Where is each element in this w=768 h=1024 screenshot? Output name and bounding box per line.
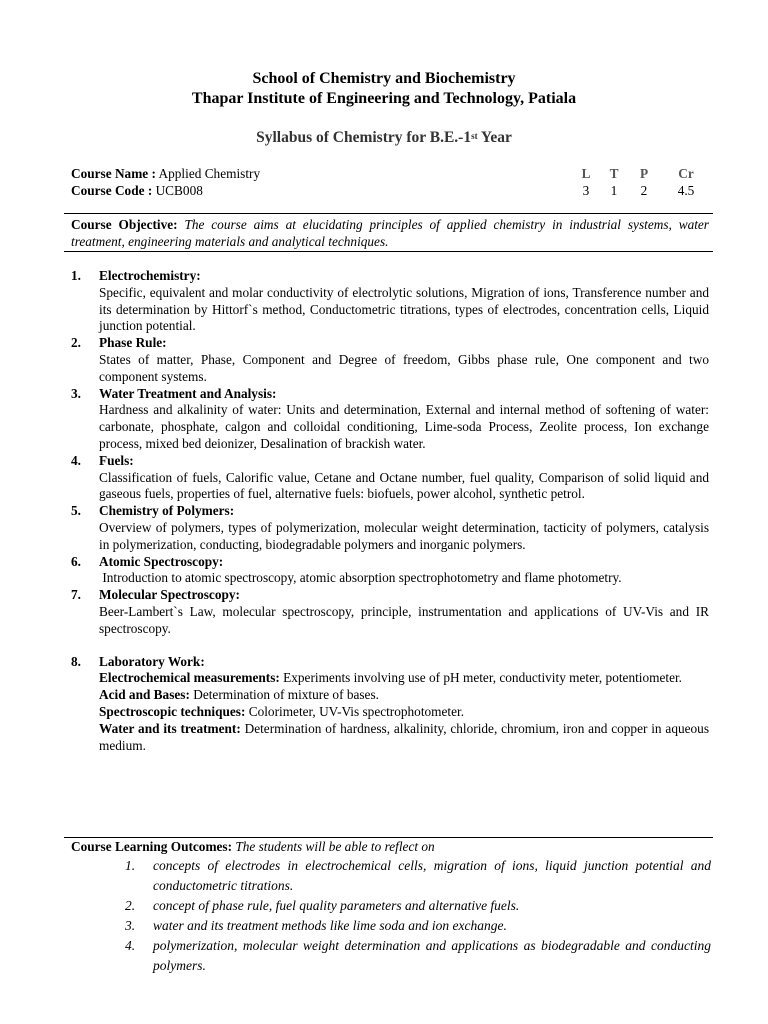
- course-name: Course Name : Applied Chemistry: [71, 166, 261, 181]
- ltp-header-cr: Cr: [678, 166, 694, 181]
- outcome-item: 2. concept of phase rule, fuel quality parameters and alternative fuels.: [125, 897, 520, 913]
- learning-outcomes: [71, 839, 711, 976]
- outcome-item: 3. water and its treatment methods like lime soda and ion exchange.: [125, 917, 507, 933]
- topic-item: 4. Fuels: Classification of fuels, Calorific value, Cetane and Octane number, fuel quality, Comparison of solid liquid and gaseous fuels, properties of fuel, alternative fuels: biofuels, power alcohol, synthetic petrol.: [71, 452, 709, 502]
- ltp-credits-table: [573, 166, 713, 200]
- institute-title: Thapar Institute of Engineering and Technology, Patiala: [191, 90, 577, 107]
- ltp-value-row: [573, 183, 713, 200]
- ltp-header-l: L: [581, 166, 591, 181]
- spacer: [71, 638, 709, 654]
- topic-item: 1. Electrochemistry: Specific, equivalent and molar conductivity of electrolytic solutions, Migration of ions, Transference number and its determination by Hittorf`s method, Conductometric titrations, types of electrodes, concentration cells, Liquid junction potential.: [71, 268, 709, 334]
- ltp-value-t: 1: [610, 182, 618, 198]
- topic-list: [71, 268, 709, 754]
- lab-work-section: 8. Laboratory Work: Electrochemical measurements: Experiments involving use of pH meter, conductivity meter, potentiometer. Acid and Bases: Determination of mixture of bases. Spectroscopic techniques: Colorimeter, UV-Vis spectrophotometer. Water and its treatment: Determination of hardness, alkalinity, chloride, chromium, iron and copper in aqueous medium.: [71, 653, 709, 753]
- topic-body: Beer-Lambert`s Law, molecular spectroscopy, principle, instrumentation and applications of UV-Vis and IR spectroscopy.: [99, 603, 709, 636]
- topic-title: Chemistry of Polymers:: [99, 503, 235, 519]
- outcomes-heading: Course Learning Outcomes: The students will be able to reflect on: [71, 839, 435, 854]
- outcome-item: 4. polymerization, molecular weight determination and applications as biodegradable and conducting polymers.: [125, 937, 711, 973]
- topic-title: Atomic Spectroscopy:: [99, 553, 224, 569]
- topic-body: Specific, equivalent and molar conductivity of electrolytic solutions, Migration of ions, Transference number and its determination by Hittorf`s method, Conductometric titrations, types of electrodes, concentration cells, Liquid junction potential.: [99, 284, 709, 334]
- topic-title: Molecular Spectroscopy:: [99, 587, 240, 603]
- topic-title: Fuels:: [99, 452, 134, 468]
- lab-item: Acid and Bases: Determination of mixture of bases.: [99, 687, 379, 703]
- divider-outcomes: [64, 837, 713, 838]
- topic-body: States of matter, Phase, Component and Degree of freedom, Gibbs phase rule, One component and two component systems.: [99, 351, 709, 384]
- syllabus-title: Syllabus of Chemistry for B.E.-1st Year: [256, 129, 512, 146]
- topic-item: 7. Molecular Spectroscopy: Beer-Lambert`s Law, molecular spectroscopy, principle, instrumentation and applications of UV-Vis and IR spectroscopy.: [71, 587, 709, 636]
- ltp-value-cr: 4.5: [677, 182, 695, 198]
- ltp-header-p: P: [639, 166, 649, 181]
- topic-body: Overview of polymers, types of polymerization, molecular weight determination, tacticity of polymers, catalysis in polymerization, conducting, biodegradable polymers and inorganic polymers.: [99, 519, 709, 552]
- ltp-value-l: 3: [582, 182, 590, 198]
- ltp-value-p: 2: [640, 182, 648, 198]
- topic-title: Phase Rule:: [99, 335, 167, 351]
- topic-body: Classification of fuels, Calorific value, Cetane and Octane number, fuel quality, Comparison of solid liquid and gaseous fuels, properties of fuel, alternative fuels: biofuels, power alcohol, synthetic petrol.: [99, 469, 709, 502]
- topic-item: 2. Phase Rule: States of matter, Phase, Component and Degree of freedom, Gibbs phase rule, One component and two component systems.: [71, 335, 709, 384]
- course-objective: Course Objective: The course aims at elucidating principles of applied chemistry in industrial systems, water treatment, engineering materials and analytical techniques.: [71, 217, 709, 249]
- topic-item: 5. Chemistry of Polymers: Overview of polymers, types of polymerization, molecular weight determination, tacticity of polymers, catalysis in polymerization, conducting, biodegradable polymers and inorganic polymers.: [71, 503, 709, 552]
- ltp-header-row: [573, 166, 713, 183]
- divider-top: [64, 213, 713, 214]
- topic-body: Hardness and alkalinity of water: Units and determination, External and internal method of softening of water: carbonate, phosphate, calgon and colloidal conditioning, Lime-soda Process, Zeolite process, Ion exchange process, mixed bed deionizer, Desalination of brackish water.: [99, 402, 709, 451]
- topic-body: Introduction to atomic spectroscopy, atomic absorption spectrophotometry and flame photometry.: [99, 570, 622, 586]
- outcome-item: 1. concepts of electrodes in electrochemical cells, migration of ions, liquid junction potential and conductometric titrations.: [125, 857, 711, 893]
- school-title: School of Chemistry and Biochemistry: [252, 70, 516, 87]
- lab-item: Water and its treatment: Determination of hardness, alkalinity, chloride, chromium, iron and copper in aqueous medium.: [99, 720, 709, 753]
- lab-item: Spectroscopic techniques: Colorimeter, UV-Vis spectrophotometer.: [99, 703, 465, 719]
- topic-item: 6. Atomic Spectroscopy: Introduction to atomic spectroscopy, atomic absorption spectrophotometry and flame photometry.: [71, 554, 709, 588]
- topic-title: Water Treatment and Analysis:: [99, 385, 277, 401]
- divider-objective: [64, 251, 713, 252]
- lab-title: Laboratory Work:: [99, 653, 205, 669]
- course-code: Course Code : UCB008: [71, 183, 203, 198]
- topic-item: 3. Water Treatment and Analysis: Hardness and alkalinity of water: Units and determination, External and internal method of softening of water: carbonate, phosphate, calgon and colloidal conditioning, Lime-soda Process, Zeolite process, Ion exchange process, mixed bed deionizer, Desalination of brackish water.: [71, 385, 709, 451]
- lab-item: Electrochemical measurements: Experiments involving use of pH meter, conductivity meter, potentiometer.: [99, 670, 682, 686]
- topic-title: Electrochemistry:: [99, 268, 201, 283]
- ltp-header-t: T: [609, 166, 619, 181]
